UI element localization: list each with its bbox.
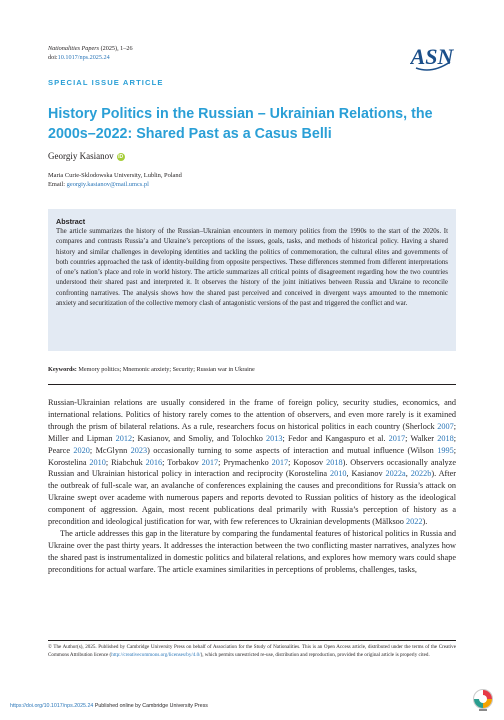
license-text-2: ), which permits unrestricted re-use, distribution and reproduction, provided the original article is properly cited. [200,651,430,658]
citation-link[interactable]: 2023 [130,445,148,455]
body-text-segment: ; Miller and Lipman [48,421,456,443]
body-text-segment: ). [422,517,428,527]
footer-publisher: Published online by Cambridge University Press [94,703,208,709]
body-text-segment: Russian-Ukrainian relations are usually considered in the frame of foreign policy, security studies, economics, and international relations. Politics of history rarely comes to the attention of observers, and even more rarely is it examined through the prism of bilateral relations. As a rule, researchers focus on historical politics in each country (Sherlock [48,398,456,431]
affiliation [48,171,182,189]
citation-link[interactable]: 2018 [437,433,454,443]
journal-year-pages: (2025), 1–26 [100,45,133,52]
body-paragraph-2: The article addresses this gap in the literature by comparing the fundamental features of historical politics in Russia and Ukraine over the past thirty years. It addresses the interaction between the two conflicting master narratives, analyzes how the shared past is instrumentalized in domestic politics and bilateral relations, and explores how memory wars could shape preconditions for actual warfare. The article examines similarities in perceptions of problems, challenges, tasks, [48,528,456,574]
citation-link[interactable]: 2017 [201,457,219,467]
citation-link[interactable]: 2013 [266,433,283,443]
citation-link[interactable]: 1995 [437,445,454,455]
body-text-segment: ) occasionally turning to some aspects of interaction and mutual influence (Wilson [147,445,438,455]
body-text-segment: ; Torbakov [162,457,202,467]
body-text-segment: ; Korostelina [48,445,456,467]
body-text-segment: ; Walker [405,433,438,443]
body-text [48,397,456,576]
citation-link[interactable]: 2012 [115,433,133,443]
footer-doi-link[interactable]: https://doi.org/10.1017/nps.2025.24 [10,703,94,709]
body-text-segment: ; Pearce [48,433,456,455]
keywords-text: Memory politics; Mnemonic anxiety; Security; Russian war in Ukraine [78,366,255,373]
doi-link[interactable]: 10.1017/nps.2025.24 [57,54,110,61]
citation-link[interactable]: 2017 [271,457,289,467]
page-footer [10,703,208,709]
citation-link[interactable]: 2016 [145,457,163,467]
citation-link[interactable]: 2017 [388,433,406,443]
citation-link[interactable]: 2020 [73,445,90,455]
asn-logo-text: ASN [410,44,454,69]
orcid-icon[interactable]: iD [118,154,124,160]
body-text-segment: , [405,469,411,479]
crossmark-icon[interactable] [472,688,494,712]
license-link[interactable]: http://creativecommons.org/licenses/by/4.0/ [111,651,201,658]
article-title: History Politics in the Russian – Ukrainian Relations, the 2000s–2022: Shared Past as a Casus Belli [48,106,433,142]
body-text-segment: ). Observers occasionally analyze Russian and Ukrainian historical policy in interaction and reciprocity (Korostelina [48,457,457,479]
keywords-label: Keywords: [48,366,77,373]
body-text-segment: ; Kasianov, and Smoliy, and Tolochko [132,433,267,443]
keywords [48,366,255,373]
divider-top [48,384,456,385]
license-text-1: © The Author(s), 2025. Published by Cambridge University Press on behalf of Association for the Study of Nationalities. This is an Open Access article, distributed under the terms of the Creative Commons Attribution licence ( [48,644,456,658]
author-name: Georgiy Kasianov [48,151,114,161]
license-note [48,644,456,660]
doi-label: doi: [48,54,58,61]
email-label: Email: [48,181,66,188]
citation-link[interactable]: 2018 [326,457,343,467]
journal-meta [48,44,133,62]
body-text-segment: ; Prymachenko [218,457,272,467]
section-label: SPECIAL ISSUE ARTICLE [48,78,164,87]
body-text-segment: ; Fedor and Kangaspuro et al. [282,433,389,443]
author-line [48,151,125,161]
citation-link[interactable]: 2022 [405,517,423,527]
citation-link[interactable]: 2022b [410,469,432,479]
citation-link[interactable]: 2010 [330,469,347,479]
citation-link[interactable]: 2010 [89,457,106,467]
email-link[interactable]: georgiy.kasianov@mail.umcs.pl [66,181,149,188]
body-text-segment: , Kasianov [346,469,386,479]
abstract-box [48,209,456,351]
journal-name: Nationalities Papers [48,45,100,52]
body-text-segment: ; Koposov [288,457,327,467]
citation-link[interactable]: 2007 [437,421,454,431]
institution: Maria Curie-Sklodowska University, Lublin, Poland [48,172,182,179]
body-text-segment: ; McGlynn [89,445,131,455]
abstract-text: The article summarizes the history of the Russian–Ukrainian encounters in memory politics from the 1990s to the start of the 2020s. It compares and contrasts Russia’a and Ukraine’s perceptions of the issues, goals, tasks, and methods of historical policy. Having a shared history and similar challenges in developing identities and tackling the politics of commemoration, the cultural elites and governments of both countries approached the task of identity-building from opposite perspectives. These differences stemmed from different interpretations of one’s nation’s place and role in world history. The article summarizes all critical points of disagreement regarding how the two countries understood their shared past and interpreted it. It observes the history of the joint initiatives between Russia and Ukraine to reconcile confronting narratives. The analysis shows how the shared past perceived and conceived in divergent ways amounted to the mnemonic anxiety and securitization of the collective memory clash of antagonistic versions of the past and triggered the conflict and war. [56,228,448,308]
citation-link[interactable]: 2022a [385,469,406,479]
body-text-segment: ; Riabchuk [105,457,146,467]
asn-logo-icon [410,40,454,76]
body-text-segment: ). After the outbreak of full-scale war, an avalanche of conferences explaining the causes and preconditions for Russia’s attack on Ukraine swept over academe with numerous papers and reports devoted to Russian politics of history as the ideological component of aggression. Again, most recent publications deal primarily with Russia’s perception of history as a precondition and ideological justification for war, with few references to Ukrainian developments (Mälksoo [48,469,456,527]
abstract-heading: Abstract [56,217,86,226]
body-paragraph-1 [48,397,456,528]
divider-bottom [48,640,456,641]
